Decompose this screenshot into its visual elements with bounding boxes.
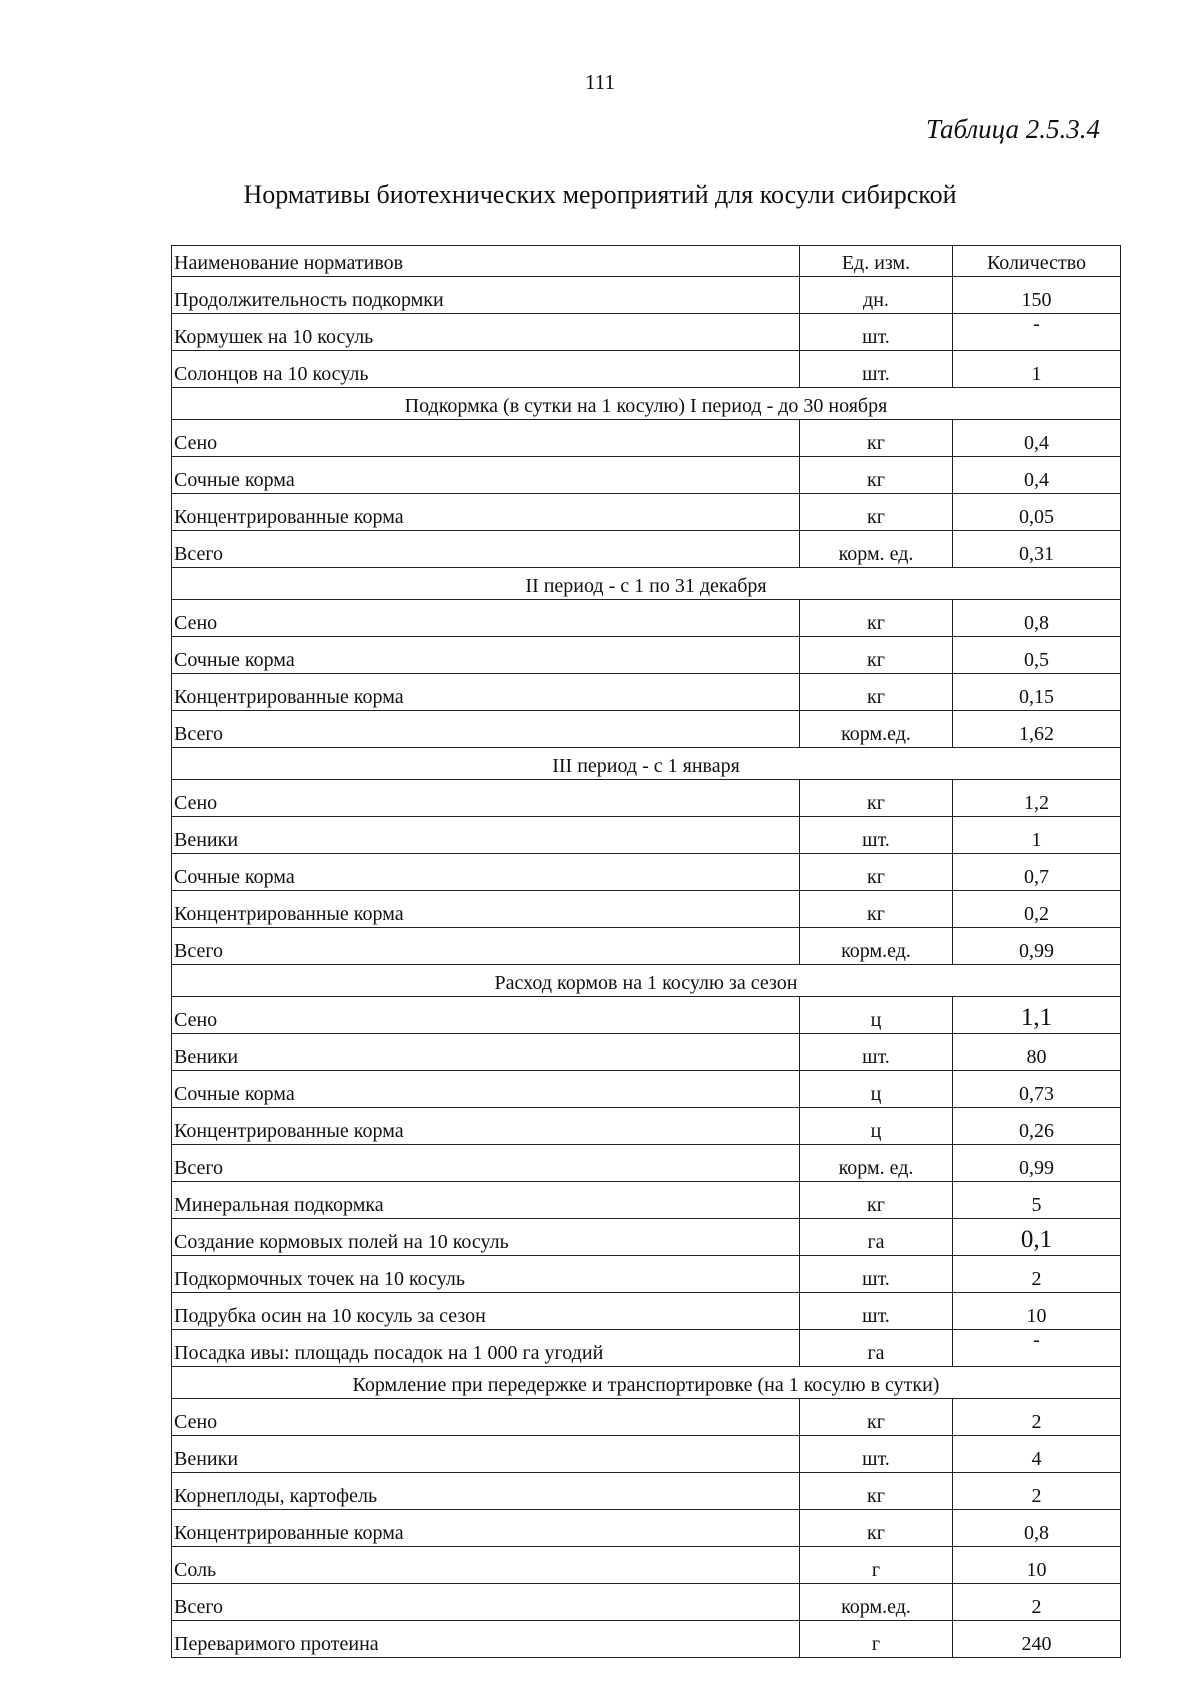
cell-name: Концентрированные корма — [172, 1510, 800, 1547]
cell-qty: 0,4 — [953, 457, 1121, 494]
cell-unit: корм.ед. — [800, 928, 953, 965]
cell-qty: 10 — [953, 1547, 1121, 1584]
table-row — [172, 1621, 1121, 1658]
cell-name: Всего — [172, 1584, 800, 1621]
section-label: III период - с 1 января — [172, 748, 1121, 780]
table-row — [172, 1145, 1121, 1182]
cell-name: Всего — [172, 928, 800, 965]
cell-name: Продолжительность подкормки — [172, 277, 800, 314]
cell-name: Всего — [172, 531, 800, 568]
cell-name: Концентрированные корма — [172, 494, 800, 531]
table-row — [172, 928, 1121, 965]
cell-unit: ц — [800, 997, 953, 1034]
cell-name: Сено — [172, 1399, 800, 1436]
cell-qty: 5 — [953, 1182, 1121, 1219]
table-row — [172, 420, 1121, 457]
table-row — [172, 674, 1121, 711]
section-label: Подкормка (в сутки на 1 косулю) I период - до 30 ноября — [172, 388, 1121, 420]
section-label: Кормление при передержке и транспортировке (на 1 косулю в сутки) — [172, 1367, 1121, 1399]
cell-name: Сочные корма — [172, 637, 800, 674]
cell-qty: 2 — [953, 1399, 1121, 1436]
cell-unit: кг — [800, 674, 953, 711]
table-section-row — [172, 1367, 1121, 1399]
table-row — [172, 637, 1121, 674]
table-row — [172, 494, 1121, 531]
cell-qty: 0,8 — [953, 1510, 1121, 1547]
table-row — [172, 351, 1121, 388]
cell-name: Создание кормовых полей на 10 косуль — [172, 1219, 800, 1256]
cell-qty: 1 — [953, 817, 1121, 854]
cell-name: Посадка ивы: площадь посадок на 1 000 га угодий — [172, 1330, 800, 1367]
table-row — [172, 1330, 1121, 1367]
cell-name: Сено — [172, 420, 800, 457]
cell-name: Сочные корма — [172, 854, 800, 891]
cell-name: Подрубка осин на 10 косуль за сезон — [172, 1293, 800, 1330]
header-name: Наименование нормативов — [172, 246, 800, 277]
cell-name: Переваримого протеина — [172, 1621, 800, 1658]
cell-qty: 1,1 — [953, 997, 1121, 1034]
cell-unit: шт. — [800, 817, 953, 854]
cell-qty: 2 — [953, 1473, 1121, 1510]
table-row — [172, 1034, 1121, 1071]
table-section-row — [172, 965, 1121, 997]
table-row — [172, 1473, 1121, 1510]
cell-unit: корм. ед. — [800, 531, 953, 568]
cell-unit: г — [800, 1547, 953, 1584]
header-unit: Ед. изм. — [800, 246, 953, 277]
cell-name: Сочные корма — [172, 1071, 800, 1108]
cell-name: Концентрированные корма — [172, 674, 800, 711]
table-header-row — [172, 246, 1121, 277]
cell-name: Веники — [172, 1436, 800, 1473]
table-row — [172, 1108, 1121, 1145]
cell-name: Веники — [172, 1034, 800, 1071]
cell-unit: кг — [800, 1473, 953, 1510]
section-label: II период - с 1 по 31 декабря — [172, 568, 1121, 600]
cell-qty: 0,1 — [953, 1219, 1121, 1256]
cell-unit: кг — [800, 854, 953, 891]
cell-unit: шт. — [800, 351, 953, 388]
table-caption: Таблица 2.5.3.4 — [925, 114, 1100, 144]
cell-unit: кг — [800, 891, 953, 928]
cell-unit: шт. — [800, 1293, 953, 1330]
cell-unit: кг — [800, 600, 953, 637]
table-row — [172, 1182, 1121, 1219]
cell-unit: ц — [800, 1071, 953, 1108]
cell-name: Сено — [172, 780, 800, 817]
cell-qty: - — [953, 1330, 1121, 1367]
cell-unit: шт. — [800, 1034, 953, 1071]
cell-unit: кг — [800, 494, 953, 531]
header-qty: Количество — [953, 246, 1121, 277]
table-row — [172, 711, 1121, 748]
table-row — [172, 1510, 1121, 1547]
cell-qty: 4 — [953, 1436, 1121, 1473]
table-row — [172, 1436, 1121, 1473]
table-section-row — [172, 748, 1121, 780]
cell-unit: кг — [800, 420, 953, 457]
table-row — [172, 780, 1121, 817]
cell-unit: га — [800, 1219, 953, 1256]
cell-qty: 0,8 — [953, 600, 1121, 637]
cell-name: Концентрированные корма — [172, 891, 800, 928]
cell-qty: 2 — [953, 1256, 1121, 1293]
cell-qty: 1 — [953, 351, 1121, 388]
section-label: Расход кормов на 1 косулю за сезон — [172, 965, 1121, 997]
cell-unit: га — [800, 1330, 953, 1367]
cell-unit: дн. — [800, 277, 953, 314]
cell-qty: - — [953, 314, 1121, 351]
cell-name: Корнеплоды, картофель — [172, 1473, 800, 1510]
cell-qty: 1,2 — [953, 780, 1121, 817]
table-row — [172, 457, 1121, 494]
table-row — [172, 1071, 1121, 1108]
cell-qty: 0,99 — [953, 928, 1121, 965]
cell-name: Всего — [172, 711, 800, 748]
norms-table — [171, 245, 1121, 1658]
cell-unit: шт. — [800, 314, 953, 351]
cell-name: Солонцов на 10 косуль — [172, 351, 800, 388]
table-row — [172, 314, 1121, 351]
table-row — [172, 1584, 1121, 1621]
cell-name: Минеральная подкормка — [172, 1182, 800, 1219]
table-section-row — [172, 568, 1121, 600]
cell-unit: кг — [800, 637, 953, 674]
cell-name: Всего — [172, 1145, 800, 1182]
cell-unit: кг — [800, 1510, 953, 1547]
cell-qty: 0,99 — [953, 1145, 1121, 1182]
table-row — [172, 891, 1121, 928]
table-row — [172, 854, 1121, 891]
cell-unit: корм.ед. — [800, 1584, 953, 1621]
table-row — [172, 1256, 1121, 1293]
table-row — [172, 1399, 1121, 1436]
cell-qty: 0,7 — [953, 854, 1121, 891]
cell-unit: г — [800, 1621, 953, 1658]
cell-unit: кг — [800, 457, 953, 494]
table-row — [172, 1219, 1121, 1256]
cell-qty: 10 — [953, 1293, 1121, 1330]
cell-unit: ц — [800, 1108, 953, 1145]
cell-qty: 80 — [953, 1034, 1121, 1071]
cell-qty: 0,73 — [953, 1071, 1121, 1108]
cell-qty: 2 — [953, 1584, 1121, 1621]
table-row — [172, 277, 1121, 314]
cell-name: Подкормочных точек на 10 косуль — [172, 1256, 800, 1293]
table-row — [172, 1293, 1121, 1330]
cell-qty: 0,31 — [953, 531, 1121, 568]
table-row — [172, 997, 1121, 1034]
page-number: 111 — [585, 70, 615, 94]
cell-qty: 240 — [953, 1621, 1121, 1658]
cell-qty: 0,4 — [953, 420, 1121, 457]
table-row — [172, 600, 1121, 637]
cell-name: Концентрированные корма — [172, 1108, 800, 1145]
cell-qty: 0,2 — [953, 891, 1121, 928]
cell-name: Соль — [172, 1547, 800, 1584]
cell-name: Сочные корма — [172, 457, 800, 494]
table-section-row — [172, 388, 1121, 420]
cell-qty: 0,05 — [953, 494, 1121, 531]
cell-unit: кг — [800, 1399, 953, 1436]
cell-qty: 0,15 — [953, 674, 1121, 711]
table-row — [172, 1547, 1121, 1584]
cell-name: Веники — [172, 817, 800, 854]
cell-name: Сено — [172, 600, 800, 637]
cell-qty: 0,5 — [953, 637, 1121, 674]
cell-unit: кг — [800, 1182, 953, 1219]
cell-qty: 150 — [953, 277, 1121, 314]
cell-qty: 1,62 — [953, 711, 1121, 748]
table-row — [172, 531, 1121, 568]
cell-qty: 0,26 — [953, 1108, 1121, 1145]
cell-unit: корм.ед. — [800, 711, 953, 748]
cell-unit: кг — [800, 780, 953, 817]
cell-name: Сено — [172, 997, 800, 1034]
document-title: Нормативы биотехнических мероприятий для косули сибирской — [243, 180, 957, 209]
cell-name: Кормушек на 10 косуль — [172, 314, 800, 351]
table-row — [172, 817, 1121, 854]
cell-unit: шт. — [800, 1256, 953, 1293]
norms-table-body — [172, 246, 1121, 1658]
cell-unit: корм. ед. — [800, 1145, 953, 1182]
cell-unit: шт. — [800, 1436, 953, 1473]
